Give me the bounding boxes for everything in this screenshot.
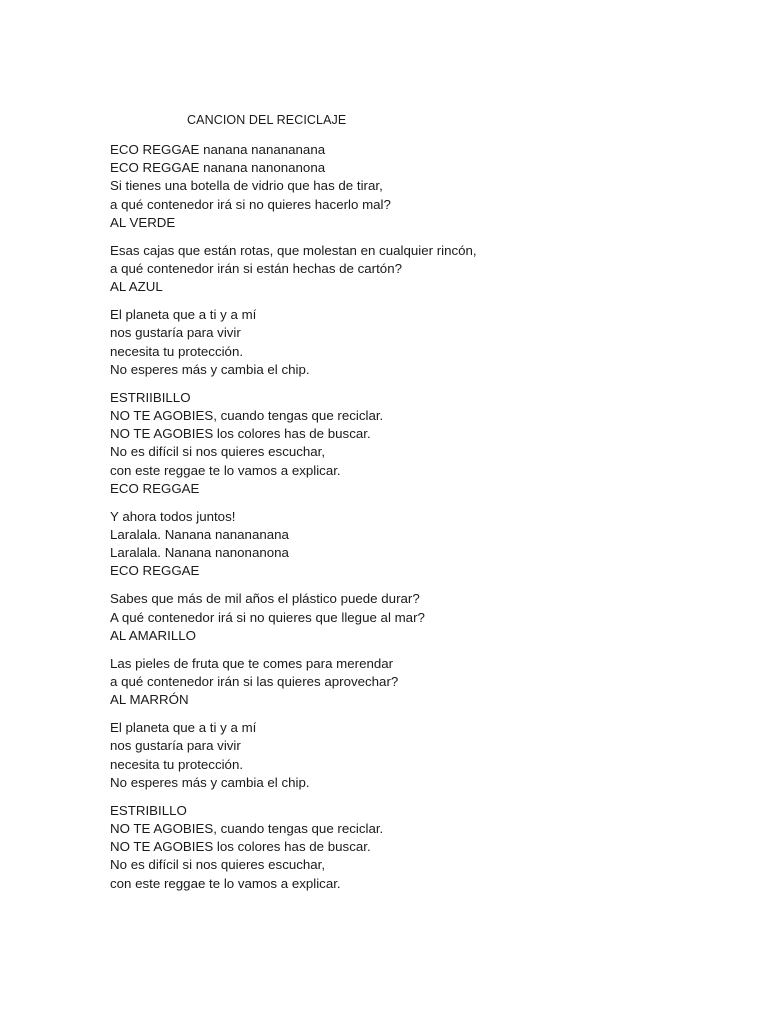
lyric-line: NO TE AGOBIES, cuando tengas que reciclar.	[110, 821, 384, 837]
lyric-line: necesita tu protección.	[110, 756, 244, 772]
lyric-line: a qué contenedor irán si están hechas de cartón?	[110, 261, 402, 277]
lyric-line: No esperes más y cambia el chip.	[110, 774, 310, 790]
lyric-line: Esas cajas que están rotas, que molestan en cualquier rincón,	[110, 242, 477, 258]
lyric-line: AL AMARILLO	[110, 627, 196, 643]
lyric-line: ECO REGGAE nanana nanananana	[110, 142, 326, 157]
lyric-line: AL MARRÓN	[110, 692, 189, 708]
stanza-6	[110, 590, 710, 645]
lyric-line: Y ahora todos juntos!	[110, 508, 236, 524]
lyric-line: con este reggae te lo vamos a explicar.	[110, 875, 341, 891]
lyric-line: No es difícil si nos quieres escuchar,	[110, 444, 326, 460]
stanza-7	[110, 655, 710, 710]
lyric-line: El planeta que a ti y a mí	[110, 307, 257, 323]
lyric-line: ECO REGGAE	[110, 563, 200, 579]
lyric-line: NO TE AGOBIES los colores has de buscar.	[110, 426, 371, 442]
lyric-line: con este reggae te lo vamos a explicar.	[110, 462, 341, 478]
stanza-8	[110, 719, 710, 792]
lyric-line: NO TE AGOBIES, cuando tengas que reciclar.	[110, 408, 384, 424]
lyric-line: ECO REGGAE	[110, 480, 200, 496]
lyric-line: El planeta que a ti y a mí	[110, 720, 257, 736]
lyric-line: NO TE AGOBIES los colores has de buscar.	[110, 839, 371, 855]
lyric-line: No es difícil si nos quieres escuchar,	[110, 857, 326, 873]
lyric-line: a qué contenedor irá si no quieres hacerlo mal?	[110, 196, 391, 212]
lyric-line: Las pieles de fruta que te comes para merendar	[110, 655, 394, 671]
lyric-line: No esperes más y cambia el chip.	[110, 361, 310, 377]
lyric-line: AL AZUL	[110, 279, 163, 295]
lyrics-body	[110, 141, 710, 903]
lyric-line: Sabes que más de mil años el plástico puede durar?	[110, 591, 420, 607]
lyric-line: a qué contenedor irán si las quieres aprovechar?	[110, 674, 399, 690]
lyric-line: ESTRIIBILLO	[110, 389, 191, 405]
stanza-4	[110, 389, 710, 498]
lyric-line: nos gustaría para vivir	[110, 325, 241, 341]
lyric-line: Laralala. Nanana nanananana	[110, 527, 289, 543]
lyric-line: nos gustaría para vivir	[110, 738, 241, 754]
lyric-line: ESTRIBILLO	[110, 802, 187, 818]
lyric-line: AL VERDE	[110, 214, 176, 230]
lyric-line: A qué contenedor irá si no quieres que llegue al mar?	[110, 609, 425, 625]
stanza-5	[110, 508, 710, 581]
stanza-9	[110, 802, 710, 893]
lyric-line: Si tienes una botella de vidrio que has de tirar,	[110, 178, 383, 194]
stanza-2	[110, 242, 710, 297]
stanza-3	[110, 306, 710, 379]
lyric-line: Laralala. Nanana nanonanona	[110, 545, 289, 561]
lyric-line: necesita tu protección.	[110, 343, 244, 359]
stanza-1	[110, 141, 710, 232]
document-title: CANCION DEL RECICLAJE	[187, 113, 347, 127]
lyric-line: ECO REGGAE nanana nanonanona	[110, 160, 326, 176]
